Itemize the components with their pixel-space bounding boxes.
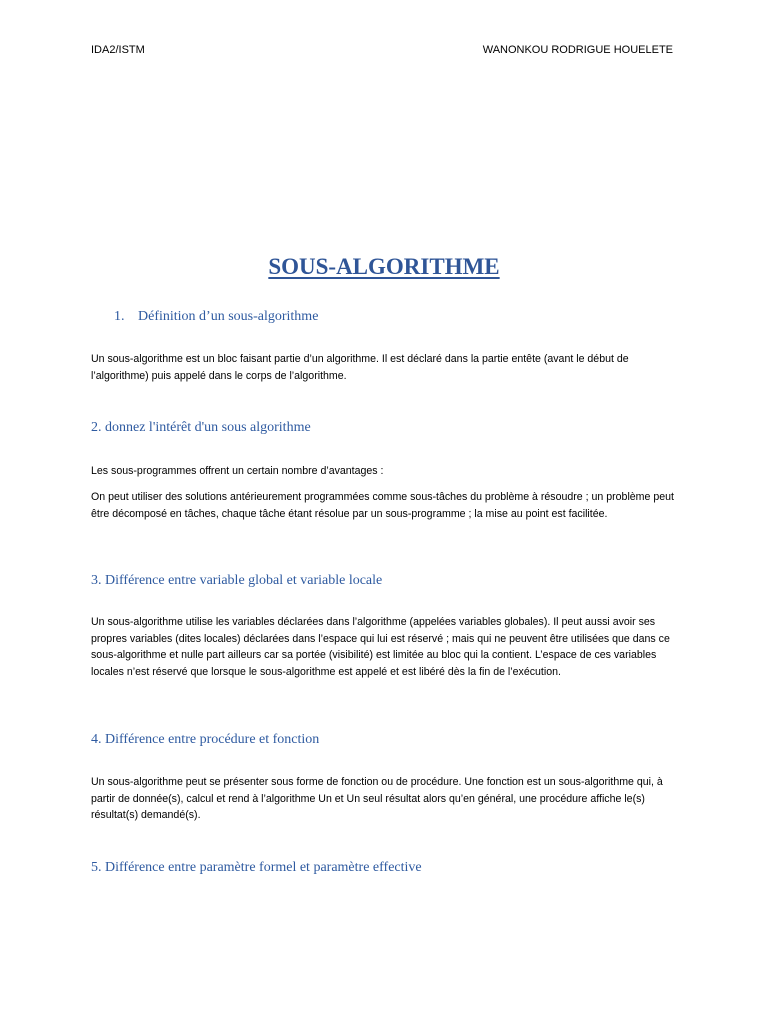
section-2-paragraph-2: On peut utiliser des solutions antérieurement programmées comme sous-tâches du problème à résoudre ; un problème peut être décomposé en tâches, chaque tâche étant résolue par un sous-programme ; la mise au point est facilitée. bbox=[91, 491, 674, 520]
document-title-text: SOUS-ALGORITHME bbox=[268, 254, 500, 279]
section-3-paragraph-1: Un sous-algorithme utilise les variables déclarées dans l’algorithme (appelées variables globales). Il peut aussi avoir ses propres variables (dites locales) déclarées dans l’espace qui lui est réservé ; mais qui ne peuvent être utilisées que dans ce sous-algorithme et nulle part ailleurs car sa portée (visibilité) est limitée au bloc qui la contient. L’espace de ces variables locales n’est réservé que lorsque le sous-algorithme est appelé et est libéré dès la fin de l’exécution. bbox=[91, 616, 670, 678]
section-1-heading bbox=[114, 309, 318, 325]
section-4-heading: 4. Différence entre procédure et fonction bbox=[91, 732, 320, 747]
section-2-paragraph-1: Les sous-programmes offrent un certain nombre d’avantages : bbox=[91, 465, 384, 477]
document-title bbox=[0, 254, 768, 280]
header-right-text: WANONKOU RODRIGUE HOUELETE bbox=[482, 44, 673, 56]
section-1-paragraph-1: Un sous-algorithme est un bloc faisant partie d’un algorithme. Il est déclaré dans la partie entête (avant le début de l’algorithme) puis appelé dans le corps de l’algorithme. bbox=[91, 353, 629, 382]
header-left-text: IDA2/ISTM bbox=[91, 44, 145, 56]
section-2-heading: 2. donnez l'intérêt d'un sous algorithme bbox=[91, 420, 311, 435]
section-5-heading: 5. Différence entre paramètre formel et paramètre effective bbox=[91, 860, 422, 875]
section-1-heading-text: Définition d’un sous-algorithme bbox=[138, 309, 319, 324]
section-3-heading: 3. Différence entre variable global et variable locale bbox=[91, 573, 383, 588]
section-4-paragraph-1: Un sous-algorithme peut se présenter sous forme de fonction ou de procédure. Une fonction est un sous-algorithme qui, à partir de donnée(s), calcul et rend à l’algorithme Un et Un seul résultat alors qu’en général, une procédure affiche le(s) résultat(s) demandé(s). bbox=[91, 776, 663, 821]
section-1-number: 1. bbox=[114, 309, 125, 324]
